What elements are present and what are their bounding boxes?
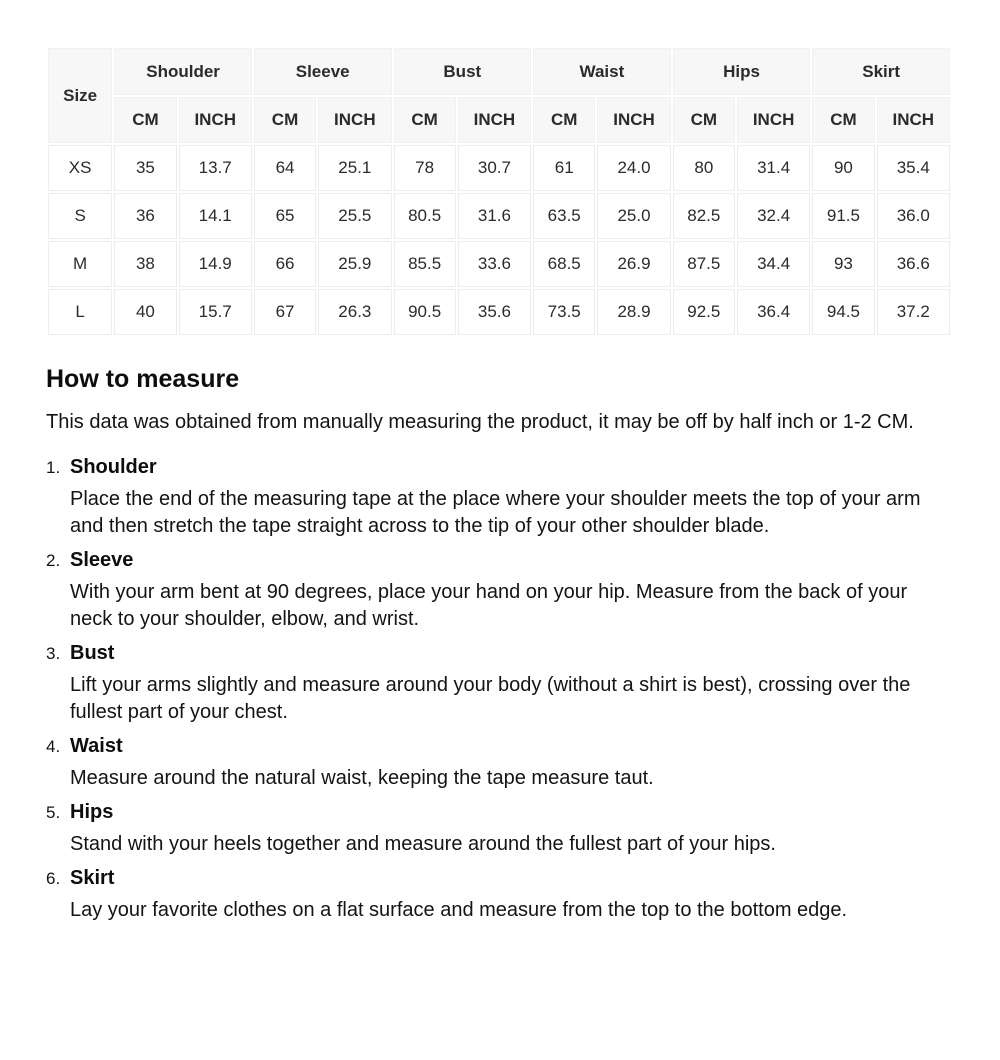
- measurement-cell: 32.4: [737, 193, 810, 239]
- unit-header-sleeve-cm: CM: [254, 97, 316, 143]
- step-description: Measure around the natural waist, keeping the tape measure taut.: [70, 767, 654, 789]
- group-header-bust: Bust: [394, 48, 532, 95]
- measurement-cell: 24.0: [597, 145, 670, 191]
- measurement-cell: 14.9: [179, 241, 252, 287]
- step-description: Lift your arms slightly and measure around your body (without a shirt is best), crossing over the fullest part of your chest.: [70, 674, 911, 723]
- step-heading-hips: [46, 801, 948, 824]
- measurement-cell: 36.4: [737, 289, 810, 335]
- measurement-cell: 94.5: [812, 289, 874, 335]
- size-table-body: [48, 145, 950, 335]
- step-heading-sleeve: [46, 549, 948, 572]
- unit-header-skirt-inch: INCH: [877, 97, 950, 143]
- unit-header-waist-cm: CM: [533, 97, 595, 143]
- header-group-row: [48, 48, 950, 95]
- measure-step-sleeve: [46, 549, 948, 633]
- measurement-cell: 80: [673, 145, 735, 191]
- table-row-m: [48, 241, 950, 287]
- table-row-s: [48, 193, 950, 239]
- measurement-cell: 90: [812, 145, 874, 191]
- measurement-cell: 82.5: [673, 193, 735, 239]
- measure-steps: [46, 456, 948, 924]
- group-header-hips: Hips: [673, 48, 811, 95]
- measurement-cell: 26.3: [318, 289, 391, 335]
- step-name: Hips: [70, 801, 114, 823]
- header-unit-row: [48, 97, 950, 143]
- measurement-cell: 91.5: [812, 193, 874, 239]
- measurement-cell: 25.9: [318, 241, 391, 287]
- unit-header-skirt-cm: CM: [812, 97, 874, 143]
- size-cell: S: [48, 193, 112, 239]
- step-description: Stand with your heels together and measure around the fullest part of your hips.: [70, 833, 776, 855]
- size-cell: XS: [48, 145, 112, 191]
- unit-header-shoulder-cm: CM: [114, 97, 176, 143]
- measurement-cell: 15.7: [179, 289, 252, 335]
- size-cell: M: [48, 241, 112, 287]
- measurement-cell: 78: [394, 145, 456, 191]
- measure-step-skirt: [46, 867, 948, 924]
- measurement-cell: 37.2: [877, 289, 950, 335]
- step-number: 1.: [46, 458, 61, 477]
- measurement-cell: 40: [114, 289, 176, 335]
- measurement-cell: 64: [254, 145, 316, 191]
- step-heading-shoulder: [46, 456, 948, 479]
- measurement-cell: 34.4: [737, 241, 810, 287]
- measurement-cell: 85.5: [394, 241, 456, 287]
- step-name: Bust: [70, 642, 115, 664]
- measurement-cell: 31.6: [458, 193, 531, 239]
- step-name: Sleeve: [70, 549, 134, 571]
- step-number: 4.: [46, 737, 61, 756]
- step-description: With your arm bent at 90 degrees, place your hand on your hip. Measure from the back of your neck to your shoulder, elbow, and wrist.: [70, 581, 908, 630]
- step-description: Place the end of the measuring tape at the place where your shoulder meets the top of your arm and then stretch the tape straight across to the tip of your other shoulder blade.: [70, 488, 921, 537]
- measurement-cell: 66: [254, 241, 316, 287]
- measurement-cell: 93: [812, 241, 874, 287]
- measurement-cell: 13.7: [179, 145, 252, 191]
- measurement-cell: 28.9: [597, 289, 670, 335]
- unit-header-bust-cm: CM: [394, 97, 456, 143]
- unit-header-shoulder-inch: INCH: [179, 97, 252, 143]
- measurement-cell: 36.0: [877, 193, 950, 239]
- measurement-cell: 31.4: [737, 145, 810, 191]
- measurement-cell: 61: [533, 145, 595, 191]
- unit-header-waist-inch: INCH: [597, 97, 670, 143]
- measure-step-shoulder: [46, 456, 948, 540]
- measurement-cell: 35.4: [877, 145, 950, 191]
- table-row-xs: [48, 145, 950, 191]
- size-column-header: Size: [48, 48, 112, 143]
- measurement-cell: 38: [114, 241, 176, 287]
- unit-header-sleeve-inch: INCH: [318, 97, 391, 143]
- size-chart-table: [46, 46, 952, 337]
- measurement-cell: 87.5: [673, 241, 735, 287]
- measurement-cell: 35: [114, 145, 176, 191]
- group-header-shoulder: Shoulder: [114, 48, 252, 95]
- size-cell: L: [48, 289, 112, 335]
- step-heading-waist: [46, 735, 948, 758]
- measurement-cell: 65: [254, 193, 316, 239]
- unit-header-hips-cm: CM: [673, 97, 735, 143]
- group-header-skirt: Skirt: [812, 48, 950, 95]
- measure-step-waist: [46, 735, 948, 792]
- table-row-l: [48, 289, 950, 335]
- unit-header-hips-inch: INCH: [737, 97, 810, 143]
- step-name: Skirt: [70, 867, 115, 889]
- measurement-cell: 80.5: [394, 193, 456, 239]
- measurement-cell: 30.7: [458, 145, 531, 191]
- step-heading-bust: [46, 642, 948, 665]
- measurement-cell: 25.0: [597, 193, 670, 239]
- measurement-cell: 92.5: [673, 289, 735, 335]
- measurement-cell: 14.1: [179, 193, 252, 239]
- measurement-cell: 63.5: [533, 193, 595, 239]
- measurement-cell: 25.1: [318, 145, 391, 191]
- measure-step-bust: [46, 642, 948, 726]
- how-to-measure-title: How to measure: [46, 365, 240, 393]
- measure-step-hips: [46, 801, 948, 858]
- step-number: 2.: [46, 551, 61, 570]
- measurement-cell: 25.5: [318, 193, 391, 239]
- step-heading-skirt: [46, 867, 948, 890]
- group-header-waist: Waist: [533, 48, 671, 95]
- unit-header-bust-inch: INCH: [458, 97, 531, 143]
- measurement-cell: 26.9: [597, 241, 670, 287]
- measurement-cell: 36: [114, 193, 176, 239]
- step-number: 3.: [46, 644, 61, 663]
- measurement-cell: 35.6: [458, 289, 531, 335]
- step-name: Waist: [70, 735, 123, 757]
- step-number: 6.: [46, 869, 61, 888]
- measurement-cell: 68.5: [533, 241, 595, 287]
- measurement-cell: 67: [254, 289, 316, 335]
- measurement-cell: 36.6: [877, 241, 950, 287]
- step-number: 5.: [46, 803, 61, 822]
- step-description: Lay your favorite clothes on a flat surface and measure from the top to the bottom edge.: [70, 899, 848, 921]
- step-name: Shoulder: [70, 456, 157, 478]
- measurement-cell: 73.5: [533, 289, 595, 335]
- measurement-cell: 33.6: [458, 241, 531, 287]
- group-header-sleeve: Sleeve: [254, 48, 392, 95]
- measure-intro: This data was obtained from manually measuring the product, it may be off by half inch or 1-2 CM.: [46, 411, 914, 433]
- measurement-cell: 90.5: [394, 289, 456, 335]
